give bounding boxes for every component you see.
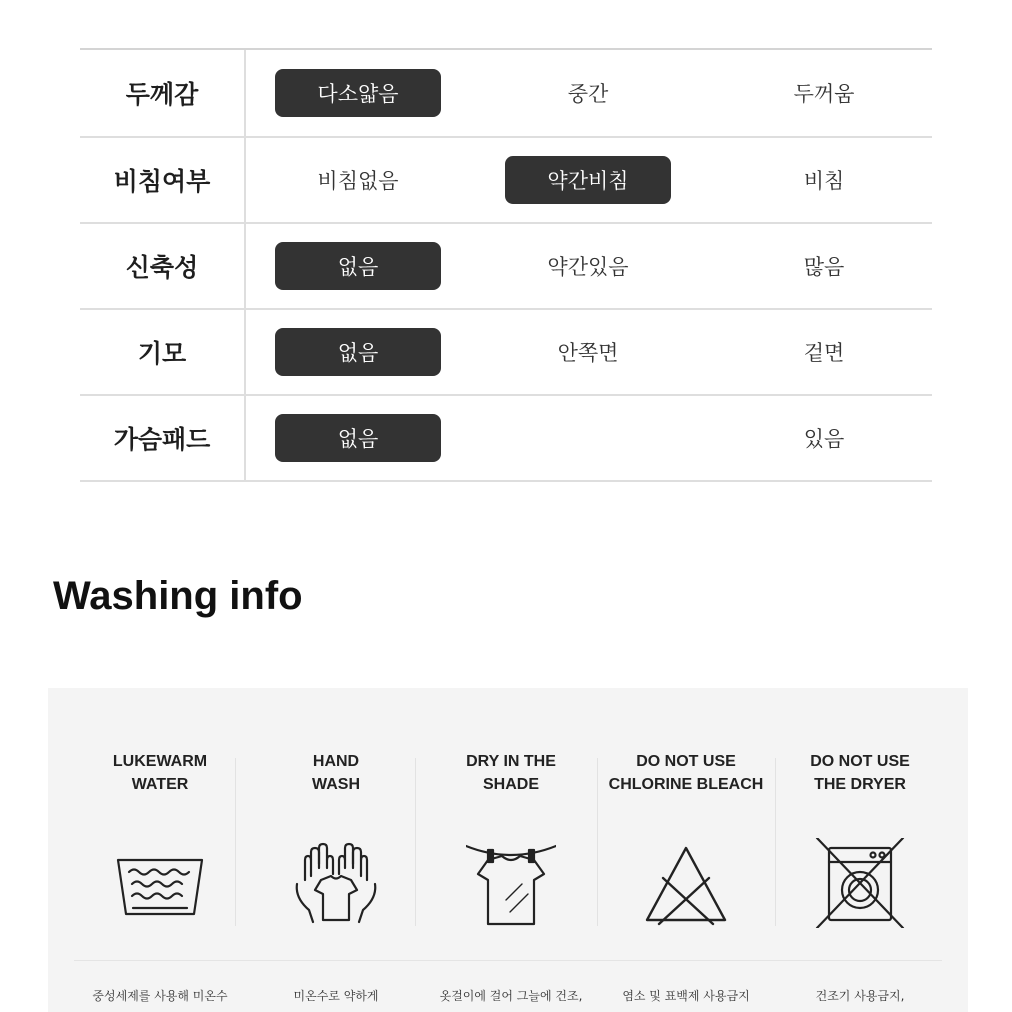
wash-item-dry-shade (423, 688, 599, 1012)
dry-in-shade-icon (466, 838, 556, 928)
attr-option: 안쪽면 (557, 341, 619, 365)
attr-option-selected: 약간비침 (505, 156, 671, 204)
attr-row-brushed (80, 310, 932, 396)
wash-item-desc: 미온수로 약하게 (293, 989, 379, 1003)
attr-label: 비침여부 (80, 138, 246, 222)
attr-label: 두께감 (80, 50, 246, 136)
attr-row-stretch (80, 224, 932, 310)
wash-item-desc: 건조기 사용금지, (815, 989, 905, 1003)
lukewarm-water-icon (115, 838, 205, 928)
fabric-attribute-table (80, 48, 932, 482)
attr-option-selected: 다소얇음 (275, 69, 441, 117)
attr-option: 많음 (803, 255, 845, 279)
attr-options (246, 50, 932, 136)
attr-option: 약간있음 (547, 255, 629, 279)
attr-options (246, 224, 932, 308)
wash-item-label: HAND WASH (312, 753, 360, 793)
attr-option: 있음 (803, 427, 845, 451)
no-bleach-icon (641, 838, 731, 928)
wash-item-desc: 중성세제를 사용해 미온수 (92, 989, 228, 1003)
no-dryer-icon (815, 838, 905, 928)
attr-option: 중간 (567, 82, 609, 106)
attr-row-sheerness (80, 138, 932, 224)
wash-item-label: LUKEWARM WATER (112, 753, 208, 793)
attr-options (246, 310, 932, 394)
wash-item-label: DO NOT USE THE DRYER (810, 753, 910, 793)
attr-label: 신축성 (80, 224, 246, 308)
attr-row-chest-pad (80, 396, 932, 482)
attr-options (246, 138, 932, 222)
wash-item-no-dryer (772, 688, 948, 1012)
attr-option: 비침 (803, 169, 845, 193)
attr-option: 비침없음 (317, 169, 399, 193)
wash-item-label: DO NOT USE CHLORINE BLEACH (608, 753, 764, 793)
attr-option: 겉면 (803, 341, 845, 365)
attr-options (246, 396, 932, 480)
panel-divider (74, 960, 942, 961)
washing-info-panel (48, 688, 968, 1012)
attr-option-selected: 없음 (275, 414, 441, 462)
column-divider (415, 758, 416, 926)
wash-item-desc: 옷걸이에 걸어 그늘에 건조, (439, 989, 583, 1003)
wash-item-label: DRY IN THE SHADE (466, 753, 556, 793)
attr-option: 두꺼움 (793, 82, 855, 106)
attr-label: 기모 (80, 310, 246, 394)
attr-row-thickness (80, 50, 932, 138)
attr-label: 가슴패드 (80, 396, 246, 480)
wash-item-desc: 염소 및 표백제 사용금지 (622, 989, 750, 1003)
wash-item-lukewarm (72, 688, 248, 1012)
attr-option-selected: 없음 (275, 328, 441, 376)
column-divider (235, 758, 236, 926)
washing-info-title: Washing info (53, 574, 303, 618)
wash-item-hand-wash (248, 688, 424, 1012)
wash-item-no-bleach (598, 688, 774, 1012)
hand-wash-icon (291, 838, 381, 928)
attr-option-selected: 없음 (275, 242, 441, 290)
